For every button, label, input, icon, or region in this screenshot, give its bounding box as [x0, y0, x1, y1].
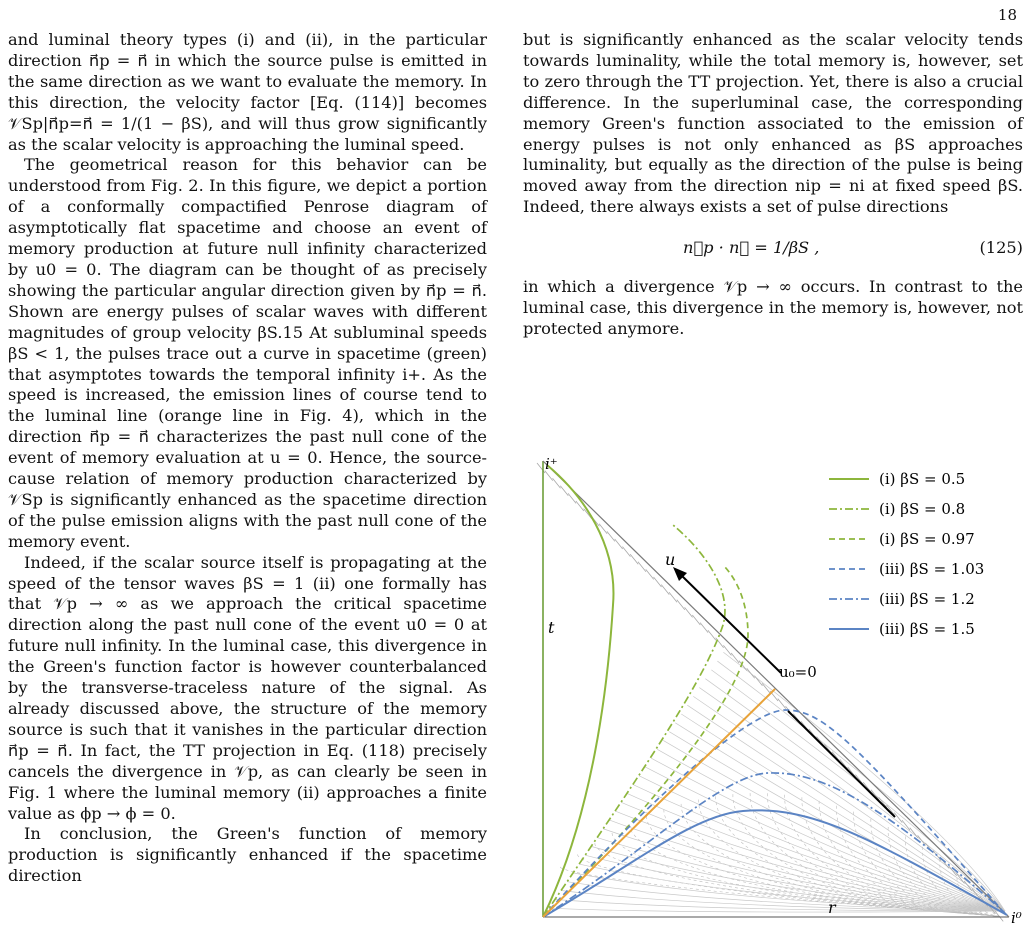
grid-line	[615, 539, 623, 549]
series-curve	[543, 465, 613, 917]
grid-line	[699, 688, 1005, 911]
grid-line	[622, 547, 630, 557]
grid-line	[607, 531, 615, 541]
grid-line	[723, 645, 731, 655]
series-curve	[543, 565, 748, 917]
i-plus-label: i⁺	[545, 455, 558, 473]
grid-line	[762, 683, 770, 693]
grid-line	[708, 630, 716, 640]
page-number: 18	[997, 6, 1017, 24]
grid-line	[661, 585, 669, 595]
equation-number: (125)	[979, 238, 1023, 258]
grid-line	[716, 796, 1000, 916]
u-label: u	[665, 550, 676, 569]
paragraph: but is significantly enhanced as the scalar velocity tends towards luminality, while the total memory is, however, set to zero through the TT projection. Yet, there is also a crucial difference. In the superluminal case, the corresponding memory Green's function associated to the emission of energy pulses is not only enhanced as βS approaches luminality, but equally as the direction of the pulse is being moved away from the direction nip = ni at fixed speed βS. Indeed, there always exists a set of pulse directions	[523, 30, 1023, 217]
paragraph: In conclusion, the Green's function of memory production is significantly enhanced if the spacetime direction	[8, 824, 487, 886]
right-column	[523, 30, 1023, 340]
luminal-line	[543, 689, 775, 917]
grid-line	[654, 577, 662, 587]
grid-line	[638, 562, 646, 572]
grid-line	[568, 493, 576, 503]
legend-label: (iii) βS = 1.03	[879, 560, 985, 578]
equation-body: n⃗p · n⃗ = 1/βS ,	[683, 238, 820, 258]
grid-line	[627, 793, 1005, 911]
u0-label: u₀=0	[779, 663, 817, 681]
grid-line	[646, 569, 654, 579]
left-column	[8, 30, 487, 887]
legend-label: (i) βS = 0.97	[879, 530, 975, 548]
grid-line	[669, 592, 677, 602]
paragraph: in which a divergence 𝒱p → ∞ occurs. In contrast to the luminal case, this divergence in the memory is, however, not protected anymore.	[523, 277, 1023, 338]
grid-line	[685, 607, 693, 617]
equation-125	[523, 238, 1023, 259]
r-label: r	[828, 898, 836, 917]
paragraph: and luminal theory types (i) and (ii), in the particular direction n⃗p = n⃗ in which the source pulse is emitted in the same direction as we want to evaluate the memory. In this direction, the velocity factor [Eq. (114)] becomes 𝒱Sp|n⃗p=n⃗ = 1/(1 − βS), and will thus grow significantly as the scalar velocity is approaching the luminal speed.	[8, 30, 487, 154]
grid-line	[754, 676, 762, 686]
legend-label: (iii) βS = 1.5	[879, 620, 975, 638]
grid-line	[553, 478, 561, 488]
grid-line	[933, 851, 941, 861]
penrose-diagram-figure	[523, 455, 1029, 935]
paragraph: The geometrical reason for this behavior can be understood from Fig. 2. In this figure, we depict a portion of a conformally compactified Penrose diagram of asymptotically flat spacetime and choose an event of memory production at future null infinity characterized by u0 = 0. The diagram can be thought of as precisely showing the particular angular direction given by n⃗p = n⃗. Shown are energy pulses of scalar waves with different magnitudes of group velocity βS.15 At subluminal speeds βS < 1, the pulses trace out a curve in spacetime (green) that asymptotes towards the temporal infinity i+. As the speed is increased, the emission lines of course tend to the luminal line (orange line in Fig. 4), which in the direction n⃗p = n⃗ characterizes the past null cone of the event of memory evaluation at u = 0. Hence, the source-cause relation of memory production characterized by 𝒱Sp is significantly enhanced as the spacetime direction of the pulse emission aligns with the past null cone of the memory event.	[8, 155, 487, 551]
paragraph: Indeed, if the scalar source itself is propagating at the speed of the tensor waves βS = 1 (ii) one formally has that 𝒱p → ∞ as we approach the critical spacetime direction along the past null cone of the event u0 = 0 at future null infinity. In the luminal case, this divergence in the Green's function factor is however counterbalanced by the transverse-traceless nature of the signal. As already discussed above, the structure of the memory source is such that it vanishes in the particular direction n⃗p = n⃗. In fact, the TT projection in Eq. (118) precisely cancels the divergence in 𝒱p, as can clearly be seen in Fig. 1 where the luminal memory (ii) approaches a finite value as ϕp → ϕ = 0.	[8, 552, 487, 823]
grid-line	[747, 668, 755, 678]
legend-label: (i) βS = 0.8	[879, 500, 966, 518]
i-zero-label: i⁰	[1011, 909, 1022, 927]
null-infinity-marker	[788, 711, 895, 817]
u-direction-arrow	[679, 573, 781, 673]
grid-line	[630, 554, 638, 564]
penrose-diagram	[523, 455, 1029, 935]
legend-label: (iii) βS = 1.2	[879, 590, 975, 608]
grid-line	[692, 615, 700, 625]
series-curve	[543, 710, 1001, 917]
grid-line	[560, 486, 568, 496]
legend	[829, 470, 984, 638]
legend-label: (i) βS = 0.5	[879, 470, 966, 488]
t-label: t	[548, 618, 555, 637]
grid-line	[700, 623, 708, 633]
grid-line	[677, 600, 685, 610]
